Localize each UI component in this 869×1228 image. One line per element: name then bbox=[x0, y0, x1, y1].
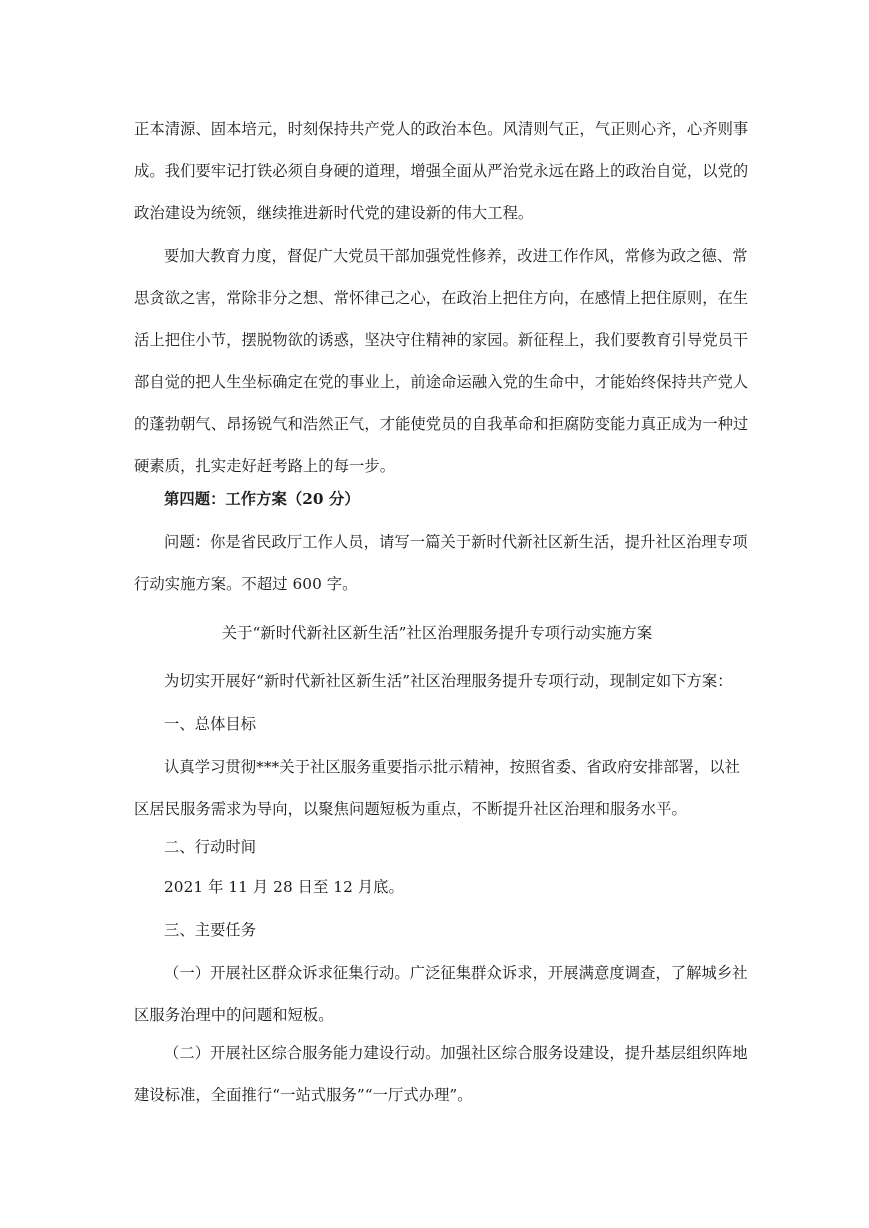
text-line: （一）开展社区群众诉求征集行动。广泛征集群众诉求，开展满意度调查，了解城乡社 bbox=[164, 964, 748, 982]
section-heading: 第四题：工作方案（20 分） bbox=[164, 490, 360, 508]
section-action-time-body bbox=[134, 877, 740, 897]
section-general-goal-body bbox=[134, 757, 740, 819]
section-heading: 二、行动时间 bbox=[164, 838, 257, 856]
text-line: 政治建设为统领，继续推进新时代党的建设新的伟大工程。 bbox=[134, 204, 534, 222]
text-line: 的蓬勃朝气、昂扬锐气和浩然正气，才能使党员的自我革命和拒腐防变能力真正成为一种过 bbox=[134, 415, 749, 433]
text-line: 认真学习贯彻***关于社区服务重要指示批示精神，按照省委、省政府安排部署，以社 bbox=[164, 758, 740, 776]
text-line: 硬素质，扎实走好赶考路上的每一步。 bbox=[134, 457, 396, 475]
text-line: 成。我们要牢记打铁必须自身硬的道理，增强全面从严治党永远在路上的政治自觉，以党的 bbox=[134, 162, 749, 180]
task-item-1 bbox=[134, 963, 748, 1025]
text-line: 为切实开展好“新时代新社区新生活”社区治理服务提升专项行动，现制定如下方案： bbox=[164, 672, 733, 690]
paragraph-party-building bbox=[134, 119, 749, 223]
text-line: 区居民服务需求为导向，以聚焦问题短板为重点，不断提升社区治理和服务水平。 bbox=[134, 800, 687, 818]
section-general-goal-heading bbox=[134, 714, 740, 734]
plan-title bbox=[134, 623, 740, 643]
section-main-tasks-heading bbox=[134, 920, 740, 940]
text-line: 2021 年 11 月 28 日至 12 月底。 bbox=[164, 878, 404, 896]
text-line: 要加大教育力度，督促广大党员干部加强党性修养，改进工作作风，常修为政之德、常 bbox=[164, 247, 748, 265]
text-line: 问题：你是省民政厅工作人员，请写一篇关于新时代新社区新生活，提升社区治理专项 bbox=[164, 533, 748, 551]
text-line: 活上把住小节，摆脱物欲的诱惑，坚决守住精神的家园。新征程上，我们要教育引导党员干 bbox=[134, 331, 749, 349]
text-line: 正本清源、固本培元，时刻保持共产党人的政治本色。风清则气正，气正则心齐，心齐则事 bbox=[134, 120, 749, 138]
text-line: 行动实施方案。不超过 600 字。 bbox=[134, 575, 358, 593]
text-line: 区服务治理中的问题和短板。 bbox=[134, 1006, 334, 1024]
text-line: 思贪欲之害，常除非分之想、常怀律己之心，在政治上把住方向，在感情上把住原则，在生 bbox=[134, 289, 749, 307]
text-line: （二）开展社区综合服务能力建设行动。加强社区综合服务设建设，提升基层组织阵地 bbox=[164, 1044, 748, 1062]
question-heading bbox=[134, 489, 740, 509]
question-paragraph bbox=[134, 532, 748, 594]
section-action-time-heading bbox=[134, 837, 740, 857]
section-heading: 三、主要任务 bbox=[164, 921, 257, 939]
text-line: 建设标准，全面推行“一站式服务”“一厅式办理”。 bbox=[134, 1086, 473, 1104]
text-line: 部自觉的把人生坐标确定在党的事业上，前途命运融入党的生命中，才能始终保持共产党人 bbox=[134, 373, 749, 391]
task-item-2 bbox=[134, 1043, 748, 1105]
section-heading: 一、总体目标 bbox=[164, 715, 257, 733]
document-title: 关于“新时代新社区新生活”社区治理服务提升专项行动实施方案 bbox=[221, 624, 653, 642]
plan-intro bbox=[134, 671, 740, 691]
paragraph-education bbox=[134, 246, 749, 476]
